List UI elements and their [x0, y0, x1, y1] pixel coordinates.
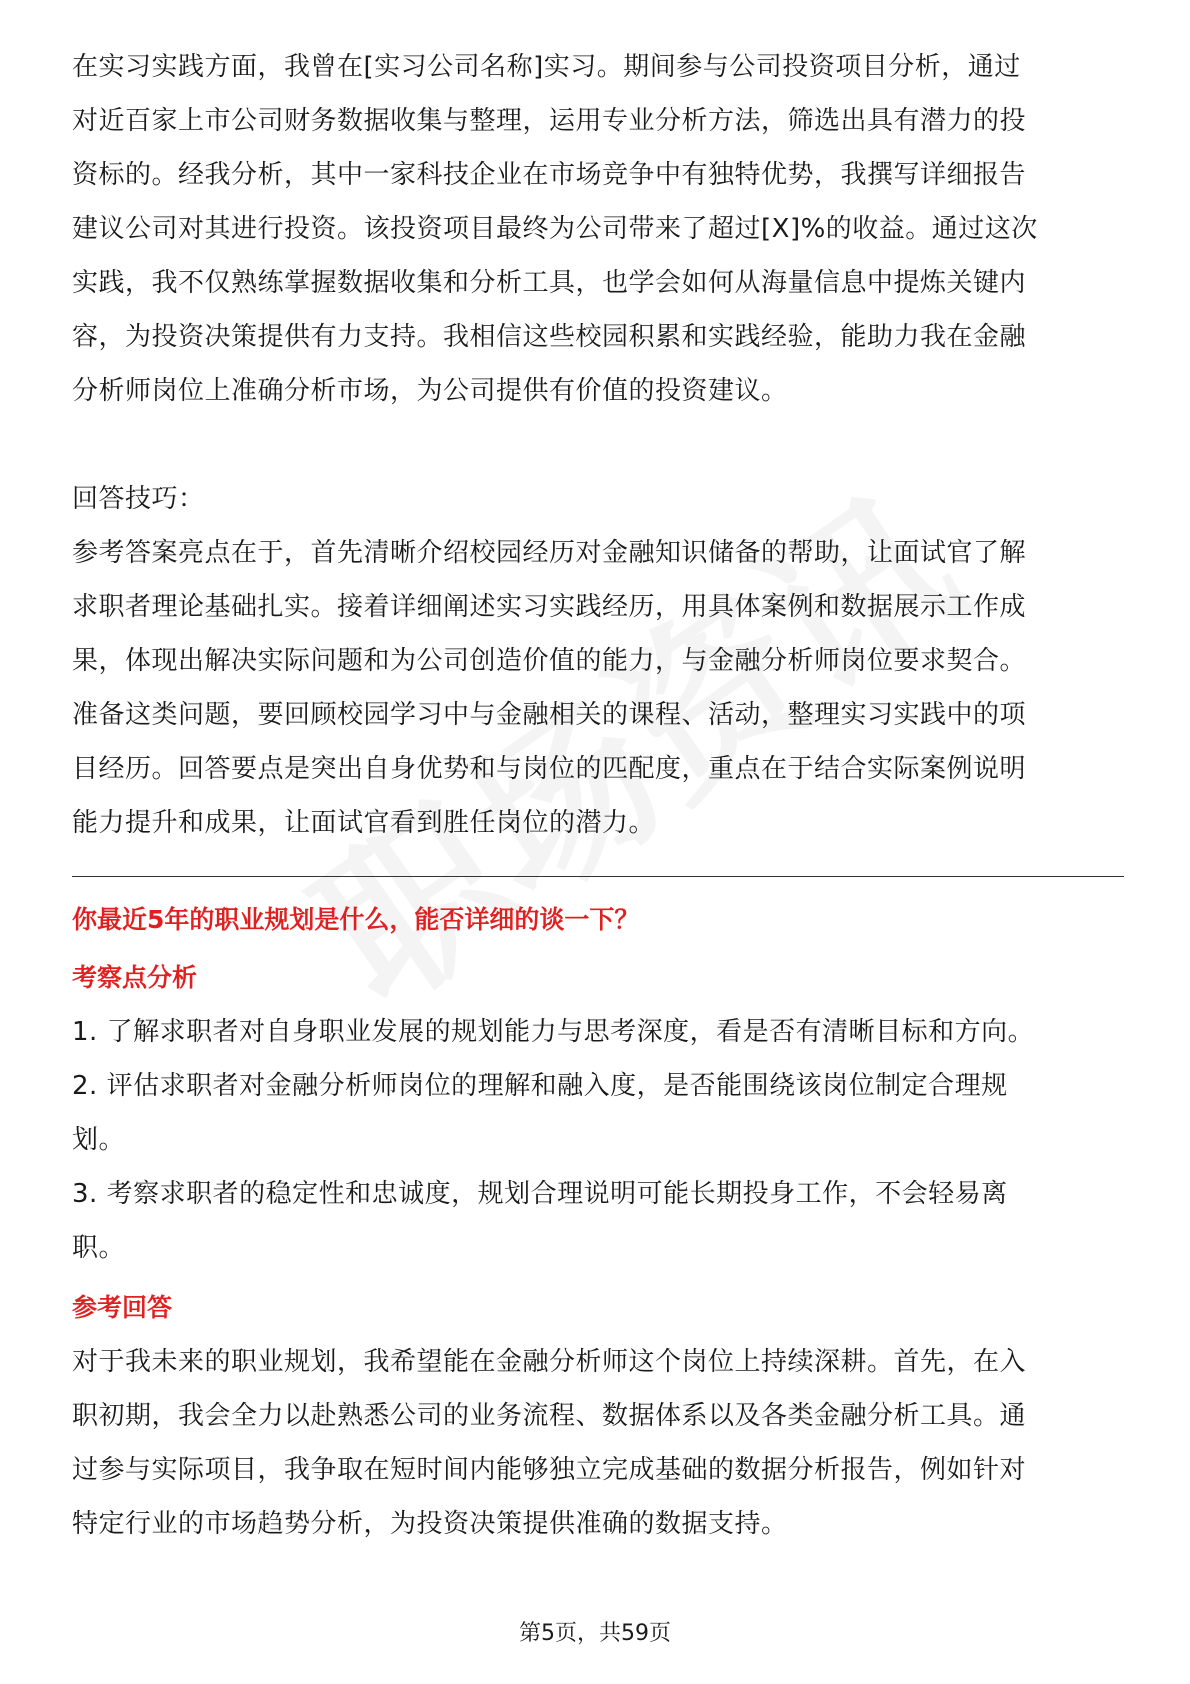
text-line: 在实习实践方面，我曾在[实习公司名称]实习。期间参与公司投资项目分析，通过: [72, 52, 1021, 82]
text-line: 建议公司对其进行投资。该投资项目最终为公司带来了超过[X]%的收益。通过这次: [72, 214, 1038, 244]
text-line: 职初期，我会全力以赴熟悉公司的业务流程、数据体系以及各类金融分析工具。通: [72, 1401, 1027, 1431]
question-title: 你最近5年的职业规划是什么，能否详细的谈一下？: [72, 905, 640, 934]
text-line: 1. 了解求职者对自身职业发展的规划能力与思考深度，看是否有清晰目标和方向。: [72, 1017, 1035, 1047]
text-line: 能力提升和成果，让面试官看到胜任岗位的潜力。: [72, 808, 656, 838]
section-divider: [72, 876, 1124, 877]
text-line: 准备这类问题，要回顾校园学习中与金融相关的课程、活动，整理实习实践中的项: [72, 700, 1027, 730]
text-line: 求职者理论基础扎实。接着详细阐述实习实践经历，用具体案例和数据展示工作成: [72, 592, 1027, 622]
analysis-section: [72, 951, 1124, 1275]
page-number: 第5页，共59页: [519, 1621, 671, 1646]
reference-heading: 参考回答: [72, 1293, 173, 1322]
text-line: 对于我未来的职业规划，我希望能在金融分析师这个岗位上持续深耕。首先，在入: [72, 1347, 1027, 1377]
text-line: 2. 评估求职者对金融分析师岗位的理解和融入度，是否能围绕该岗位制定合理规: [72, 1071, 1008, 1101]
text-line: 过参与实际项目，我争取在短时间内能够独立完成基础的数据分析报告，例如针对: [72, 1455, 1027, 1485]
text-line: 容，为投资决策提供有力支持。我相信这些校园积累和实践经验，能助力我在金融: [72, 322, 1027, 352]
text-line: 参考答案亮点在于，首先清晰介绍校园经历对金融知识储备的帮助，让面试官了解: [72, 538, 1027, 568]
text-line: 特定行业的市场趋势分析，为投资决策提供准确的数据支持。: [72, 1509, 788, 1539]
analysis-heading: 考察点分析: [72, 963, 198, 992]
text-line: 分析师岗位上准确分析市场，为公司提供有价值的投资建议。: [72, 376, 788, 406]
internship-paragraph: [72, 40, 1124, 418]
answer-tips-section: [72, 472, 1124, 850]
text-line: 对近百家上市公司财务数据收集与整理，运用专业分析方法，筛选出具有潜力的投: [72, 106, 1027, 136]
text-line: 划。: [72, 1125, 126, 1155]
text-line: 资标的。经我分析，其中一家科技企业在市场竞争中有独特优势，我撰写详细报告: [72, 160, 1027, 190]
tips-label: 回答技巧：: [72, 484, 205, 514]
reference-answer-section: [72, 1281, 1124, 1551]
text-line: 目经历。回答要点是突出自身优势和与岗位的匹配度，重点在于结合实际案例说明: [72, 754, 1027, 784]
text-line: 3. 考察求职者的稳定性和忠诚度，规划合理说明可能长期投身工作，不会轻易离: [72, 1179, 1008, 1209]
text-line: 果，体现出解决实际问题和为公司创造价值的能力，与金融分析师岗位要求契合。: [72, 646, 1027, 676]
text-line: 职。: [72, 1233, 126, 1263]
page-content: [72, 40, 1124, 1551]
text-line: 实践，我不仅熟练掌握数据收集和分析工具，也学会如何从海量信息中提炼关键内: [72, 268, 1027, 298]
